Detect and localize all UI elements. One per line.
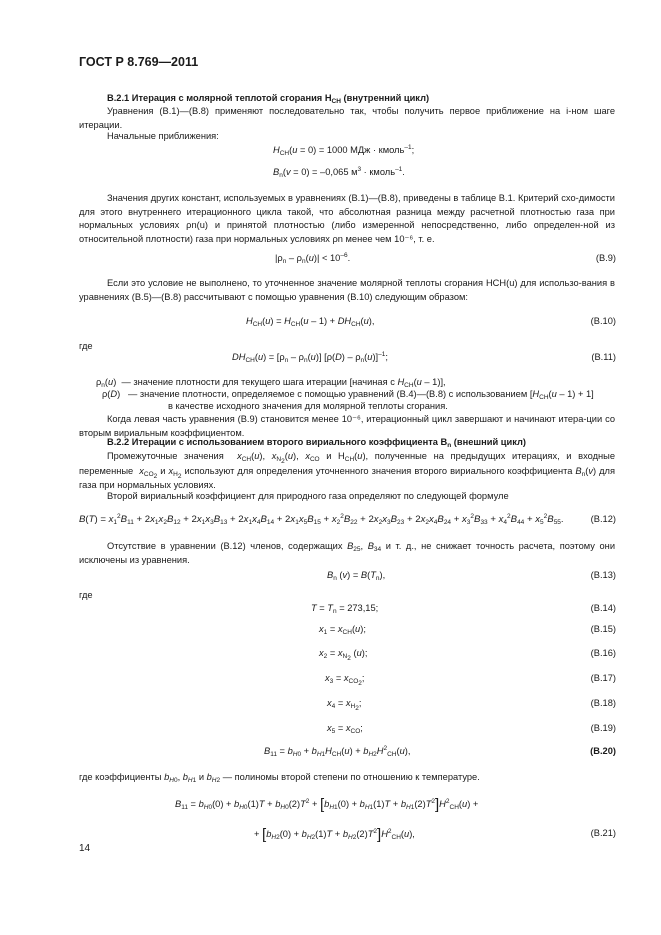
equation-number: (В.19) (590, 723, 616, 733)
page-number: 14 (79, 843, 91, 854)
equation-number: (В.17) (590, 673, 616, 683)
equation-b21-line2: + $[b_{H2}(0) + b_{H2}(1)T + b_{H2}(2)T^2]H^2_{CH}(u)$, (254, 826, 415, 843)
initial-value-h: $H_{СН}(u = 0) = 1000$ МДж · кмоль$^{-1}$; (273, 144, 415, 157)
equation-b21-line1: $B_{11} = b_{H0}(0) + b_{H0}(1)T + b_{H0}(2)T^2 + [b_{H1}(0) + b_{H1}(1)T + b_{H1}(2)T^2]H^2_{CH}(u)$ + (175, 796, 479, 813)
where-label: где (79, 590, 93, 600)
paragraph: Начальные приближения: (107, 131, 219, 141)
document-header: ГОСТ Р 8.769—2011 (79, 55, 199, 69)
equation-b13: $B_n$ $(v) = B(T_n)$, (327, 570, 386, 582)
equation-b9: $|\rho_n - \rho_n(u)| < 10^{-6}$. (275, 252, 351, 265)
equation-number: (В.18) (590, 698, 616, 708)
equation-number: (В.16) (590, 648, 616, 658)
equation-number: (В.9) (595, 253, 616, 263)
paragraph: Когда левая часть уравнения (В.9) становится менее 10⁻⁶, итерационный цикл завершают и начинают итера-ции со вторым вириальным коэффициентом. (79, 414, 615, 438)
equation-number: (В.12) (590, 514, 616, 524)
equation-b16: $x_2 = x_{N_2}$ (u); (319, 648, 368, 662)
definition-item-cont: в качестве исходного значения для молярной теплоты сгорания. (168, 401, 448, 411)
where-label: где (79, 341, 93, 351)
equation-b20: $B_{11} = b_{H0} + b_{H1}H_{CH}(u) + b_{H2}H^2_{CH}(u)$, (264, 745, 411, 758)
initial-value-b: $B_n(v = 0) = -0,065$ $м^3$ · кмоль$^{-1}$. (273, 166, 405, 179)
paragraph: где коэффициенты $b_{H0}$, $b_{H1}$ и $b_{H2}$ — полиномы второй степени по отношению к температуре. (79, 772, 480, 784)
equation-number: (В.21) (590, 828, 616, 838)
equation-b17: $x_3 = x_{CO_2}$; (325, 673, 365, 687)
equation-number: (В.10) (590, 316, 616, 326)
paragraph: Второй вириальный коэффициент для природного газа определяют по следующей формуле (107, 491, 509, 501)
paragraph: Значения других констант, используемых в уравнениях (В.1)—(В.8), приведены в таблице В.1. Критерий схо-димости для этого внутреннего итерационного цикла такой, что абсолютная разница между расчетной плотностью газа при нормальных условиях ρn(u) и принятой плотностью (либо измеренной непосредственно, либо определен-ной из относительной плотности) газа при нормальных условиях ρn менее чем 10⁻⁶, т. е. (79, 193, 615, 244)
paragraph: Если это условие не выполнено, то уточненное значение молярной теплоты сгорания HCH(u) для использо-вания в уравнениях (В.5)—(В.8) рассчитывают с помощью уравнения (В.10) следующим образом: (79, 278, 615, 302)
equation-b14: $T = T_n = 273,15$; (311, 603, 379, 615)
paragraph: Промежуточные значения $x_{СН}(u)$, $x_{N_2}(u)$, $x_{СО}$ и $H_{СН}(u)$, полученные на предыдущих итерациях, и входные переменные $x_{CO_2}$ и $x_{H_2}$ используют для определения уточненного значения второго вириального коэффициента $B_n(v)$ для газа при нормальных условиях. (79, 451, 616, 490)
equation-number: (В.20) (590, 746, 616, 756)
equation-number: (В.15) (590, 624, 616, 634)
equation-b19: $x_5 = x_{CO}$; (327, 723, 363, 735)
equation-b12: $B(T) = x_1^2B_{11} + 2x_1x_2B_{12} + 2x_1x_3B_{13} + 2x_1x_4B_{14} + 2x_1x_5B_{15} + x_2^2B_{22} + 2x_2x_3B_{23} + 2x_2x_4B_{24} + x_3^2B_{33} + x_4^2B_{44} + x_5^2B_{55}$. (79, 513, 564, 526)
section-heading-b21: В.2.1 Итерация с молярной теплотой сгорания $H_{СН}$ (внутренний цикл) (107, 93, 430, 105)
equation-b10: $H_{СН}(u) = H_{СН}(u - 1) + DH_{СН}(u)$, (246, 316, 375, 328)
equation-number: (В.14) (590, 603, 616, 613)
equation-b15: $x_1 = x_{СН}(u)$; (319, 624, 366, 636)
equation-number: (В.13) (590, 570, 616, 580)
equation-number: (В.11) (591, 352, 616, 362)
equation-b18: $x_4 = x_{H_2}$; (327, 698, 362, 712)
section-heading-b22: В.2.2 Итерации с использованием второго вириального коэффициента $B_n$ (внешний цикл) (107, 437, 526, 449)
definition-item: $\rho_n(u)$ — значение плотности для текущего шага итерации [начиная с $H_{СН}(u - 1)$], (96, 377, 446, 389)
definition-item: ρ(D) — значение плотности, определяемое с помощью уравнений (В.4)—(В.8) с использованием $[H_{СН}(u - 1) + 1]$ (102, 389, 594, 401)
paragraph: Отсутствие в уравнении (В.12) членов, содержащих $B_{25}$, $B_{34}$ и т. д., не снижает точность расчета, поэтому они исключены из уравнения. (79, 541, 616, 565)
equation-b11: $DH_{СН}(u) = [\rho_n - \rho_n(u)]$ $[\rho(D) - \rho_n(u)]^{-1}$; (232, 351, 388, 364)
paragraph: Уравнения (В.1)—(В.8) применяют последовательно так, чтобы получить первое приближение на i-ном шаге итерации. (79, 106, 615, 130)
